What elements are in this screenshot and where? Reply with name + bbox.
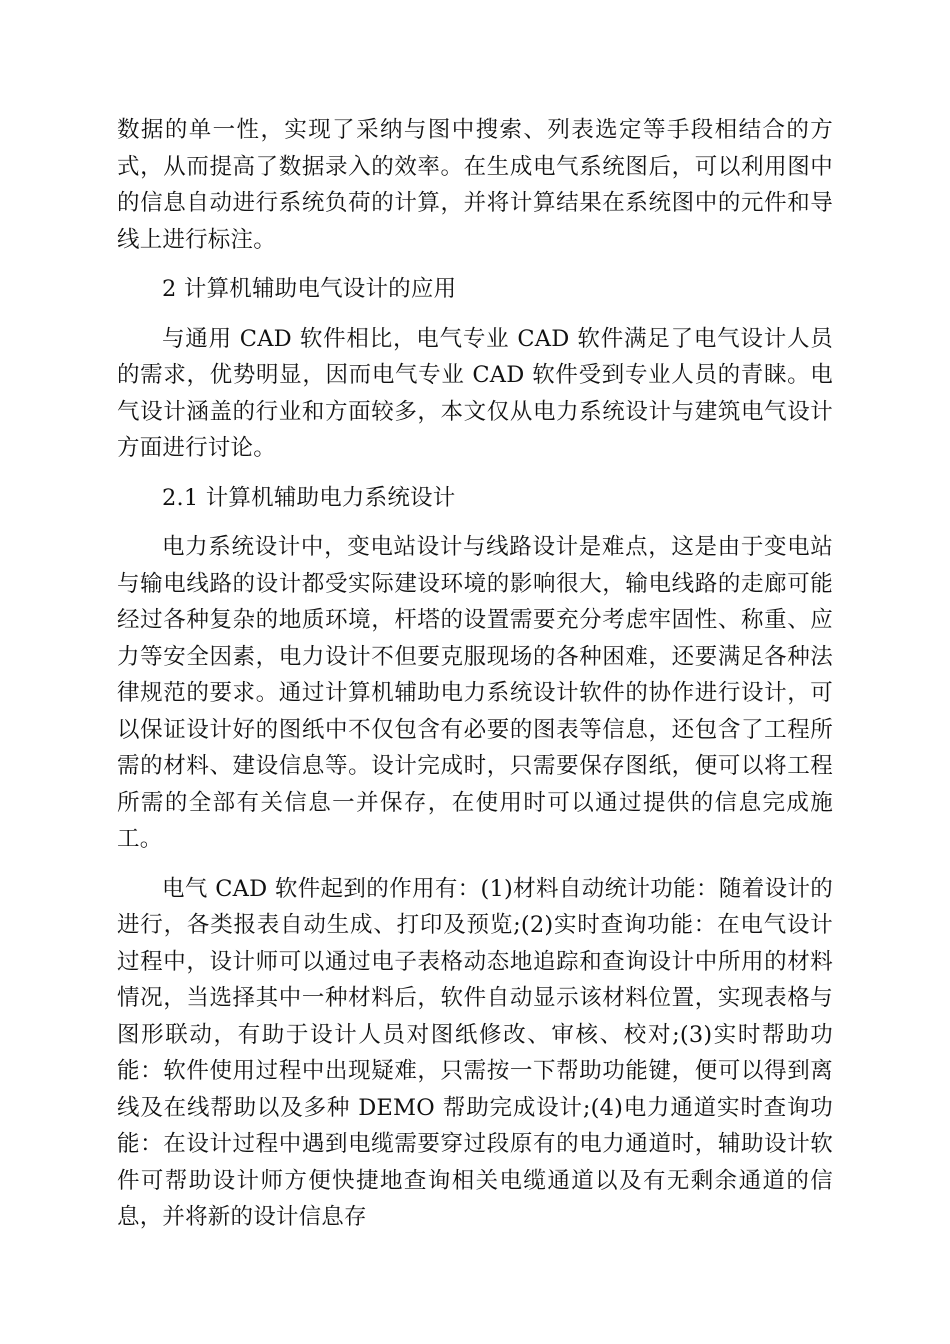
paragraph-spacer [117, 467, 833, 480]
paragraph-spacer [117, 308, 833, 321]
paragraph-continued: 数据的单一性，实现了采纳与图中搜索、列表选定等手段相结合的方式，从而提高了数据录入的效率。在生成电气系统图后，可以利用图中的信息自动进行系统负荷的计算，并将计算结果在系统图中的元件和导线上进行标注。 [117, 117, 833, 253]
document-body [117, 112, 833, 1236]
paragraph-spacer [117, 858, 833, 871]
paragraph-body: 与通用 CAD 软件相比，电气专业 CAD 软件满足了电气设计人员的需求，优势明显，因而电气专业 CAD 软件受到专业人员的青睐。电气设计涵盖的行业和方面较多，本文仅从电力系统设计与建筑电气设计方面进行讨论。 [117, 325, 833, 461]
paragraph-spacer [117, 516, 833, 529]
section-heading-2: 2 计算机辅助电气设计的应用 [162, 276, 457, 302]
paragraph-body: 电力系统设计中，变电站设计与线路设计是难点，这是由于变电站与输电线路的设计都受实际建设环境的影响很大，输电线路的走廊可能经过各种复杂的地质环境，杆塔的设置需要充分考虑牢固性、称重、应力等安全因素，电力设计不但要克服现场的各种困难，还要满足各种法律规范的要求。通过计算机辅助电力系统设计软件的协作进行设计，可以保证设计好的图纸中不仅包含有必要的图表等信息，还包含了工程所需的材料、建设信息等。设计完成时，只需要保存图纸，便可以将工程所需的全部有关信息一并保存，在使用时可以通过提供的信息完成施工。 [117, 534, 833, 852]
paragraph-spacer [117, 258, 833, 271]
section-heading-2-1: 2.1 计算机辅助电力系统设计 [162, 484, 456, 511]
paragraph-body: 电气 CAD 软件起到的作用有：(1)材料自动统计功能：随着设计的进行，各类报表自动生成、打印及预览;(2)实时查询功能：在电气设计过程中，设计师可以通过电子表格动态地追踪和查询设计中所用的材料情况，当选择其中一种材料后，软件自动显示该材料位置，实现表格与图形联动，有助于设计人员对图纸修改、审核、校对;(3)实时帮助功能：软件使用过程中出现疑难，只需按一下帮助功能键，便可以得到离线及在线帮助以及多种 DEMO 帮助完成设计;(4)电力通道实时查询功能：在设计过程中遇到电缆需要穿过段原有的电力通道时，辅助设计软件可帮助设计师方便快捷地查询相关电缆通道以及有无剩余通道的信息，并将新的设计信息存 [117, 875, 833, 1230]
